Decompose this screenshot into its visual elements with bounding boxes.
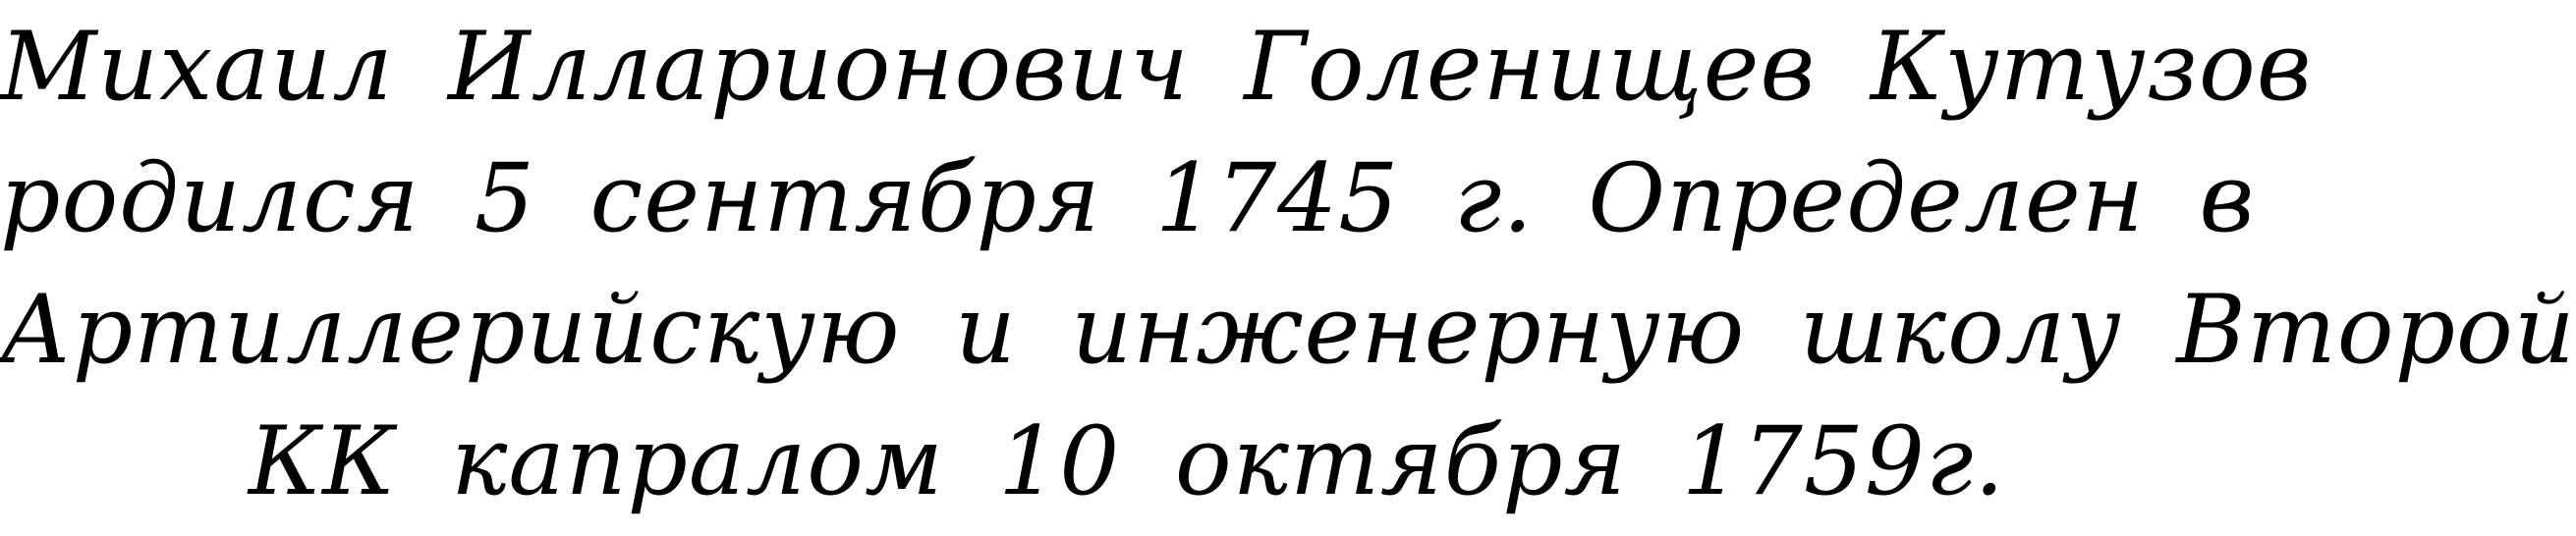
text-line-1: Михаил Илларионович Голенищев Кутузов <box>0 12 2313 122</box>
text-line-4: КК капралом 10 октября 1759г. <box>248 406 2006 516</box>
text-line-3: Артиллерийскую и инженерную школу Второй <box>0 275 2576 385</box>
text-line-2: родился 5 сентября 1745 г. Определен в <box>0 143 2256 253</box>
